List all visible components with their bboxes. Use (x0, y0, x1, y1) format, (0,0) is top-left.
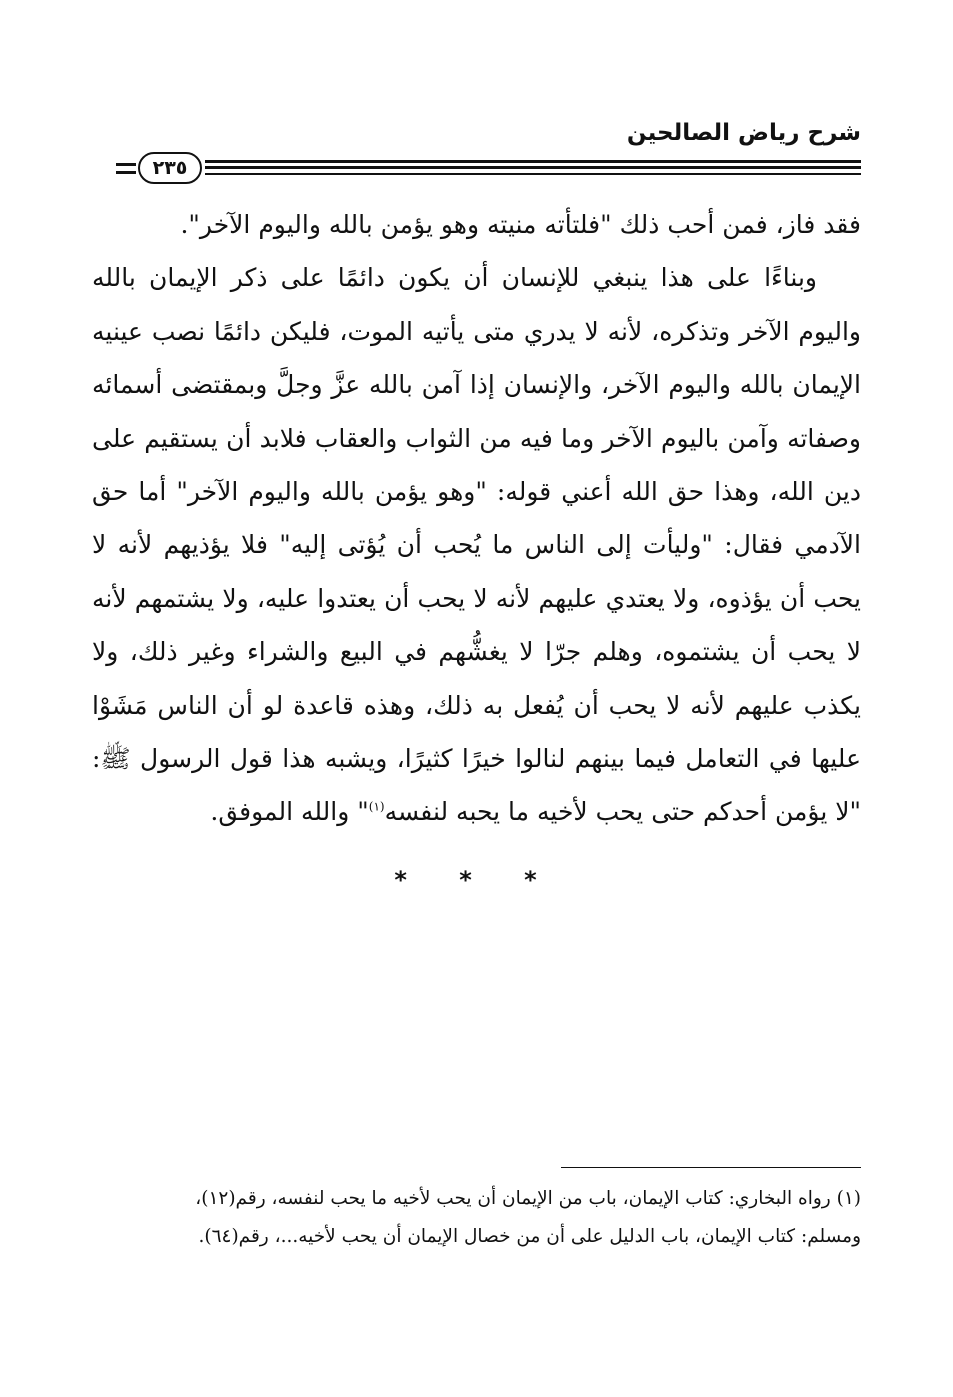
paragraph (92, 251, 861, 838)
footnote-rule (561, 1167, 861, 1168)
paragraph: فقد فاز، فمن أحب ذلك "فلتأته منيته وهو يؤمن بالله واليوم الآخر". (180, 210, 861, 239)
paragraph-text: " والله الموفق. (210, 797, 369, 827)
header-rule (205, 160, 861, 163)
header-rule (205, 166, 861, 169)
footnotes (92, 1180, 861, 1256)
page-number: ٢٣٥ (138, 152, 202, 184)
running-title: شرح رياض الصالحين (626, 120, 861, 146)
footnote-line: ومسلم: كتاب الإيمان، باب الدليل على أن من خصال الإيمان أن يحب لأخيه...، رقم(٦٤). (198, 1226, 861, 1247)
main-text (92, 198, 861, 839)
page-number-ornament (116, 171, 136, 174)
footnote-line: (١) رواه البخاري: كتاب الإيمان، باب من الإيمان أن يحب لأخيه ما يحب لنفسه، رقم(١٢)، (195, 1188, 861, 1209)
header-rule (205, 173, 861, 175)
footnote-reference[interactable]: (١) (368, 800, 385, 815)
section-separator: * * * (394, 866, 559, 894)
page-number-ornament (116, 163, 136, 166)
paragraph-text: وبناءًا على هذا ينبغي للإنسان أن يكون دائمًا على ذكر الإيمان بالله واليوم الآخر وتذكره، لأنه لا يدري متى يأتيه الموت، فليكن دائمًا نصب عينيه الإيمان بالله واليوم الآخر، والإنسان إذا آمن بالله عزَّ وجلَّ وبمقتضى أسمائه وصفاته وآمن باليوم الآخر وما فيه من الثواب والعقاب فلابد أن يستقيم على دين الله، وهذا حق الله أعني قوله: "وهو يؤمن بالله واليوم الآخر" أما حق الآدمي فقال: "وليأت إلى الناس ما يُحب أن يُؤتى إليه" فلا يؤذيهم لأنه لا يحب أن يؤذوه، ولا يعتدي عليهم لأنه لا يحب أن يعتدوا عليه، ولا يشتمهم لأنه لا يحب أن يشتموه، وهلم جرّا لا يغشُّهم في البيع والشراء وغير ذلك، ولا يكذب عليهم لأنه لا يحب أن يُفعل به ذلك، وهذه قاعدة لو أن الناس مَشَوْا عليها في التعامل فيما بينهم لنالوا خيرًا كثيرًا، ويشبه هذا قول الرسول ﷺ: "لا يؤمن أحدكم حتى يحب لأخيه ما يحبه لنفسه (92, 263, 861, 827)
